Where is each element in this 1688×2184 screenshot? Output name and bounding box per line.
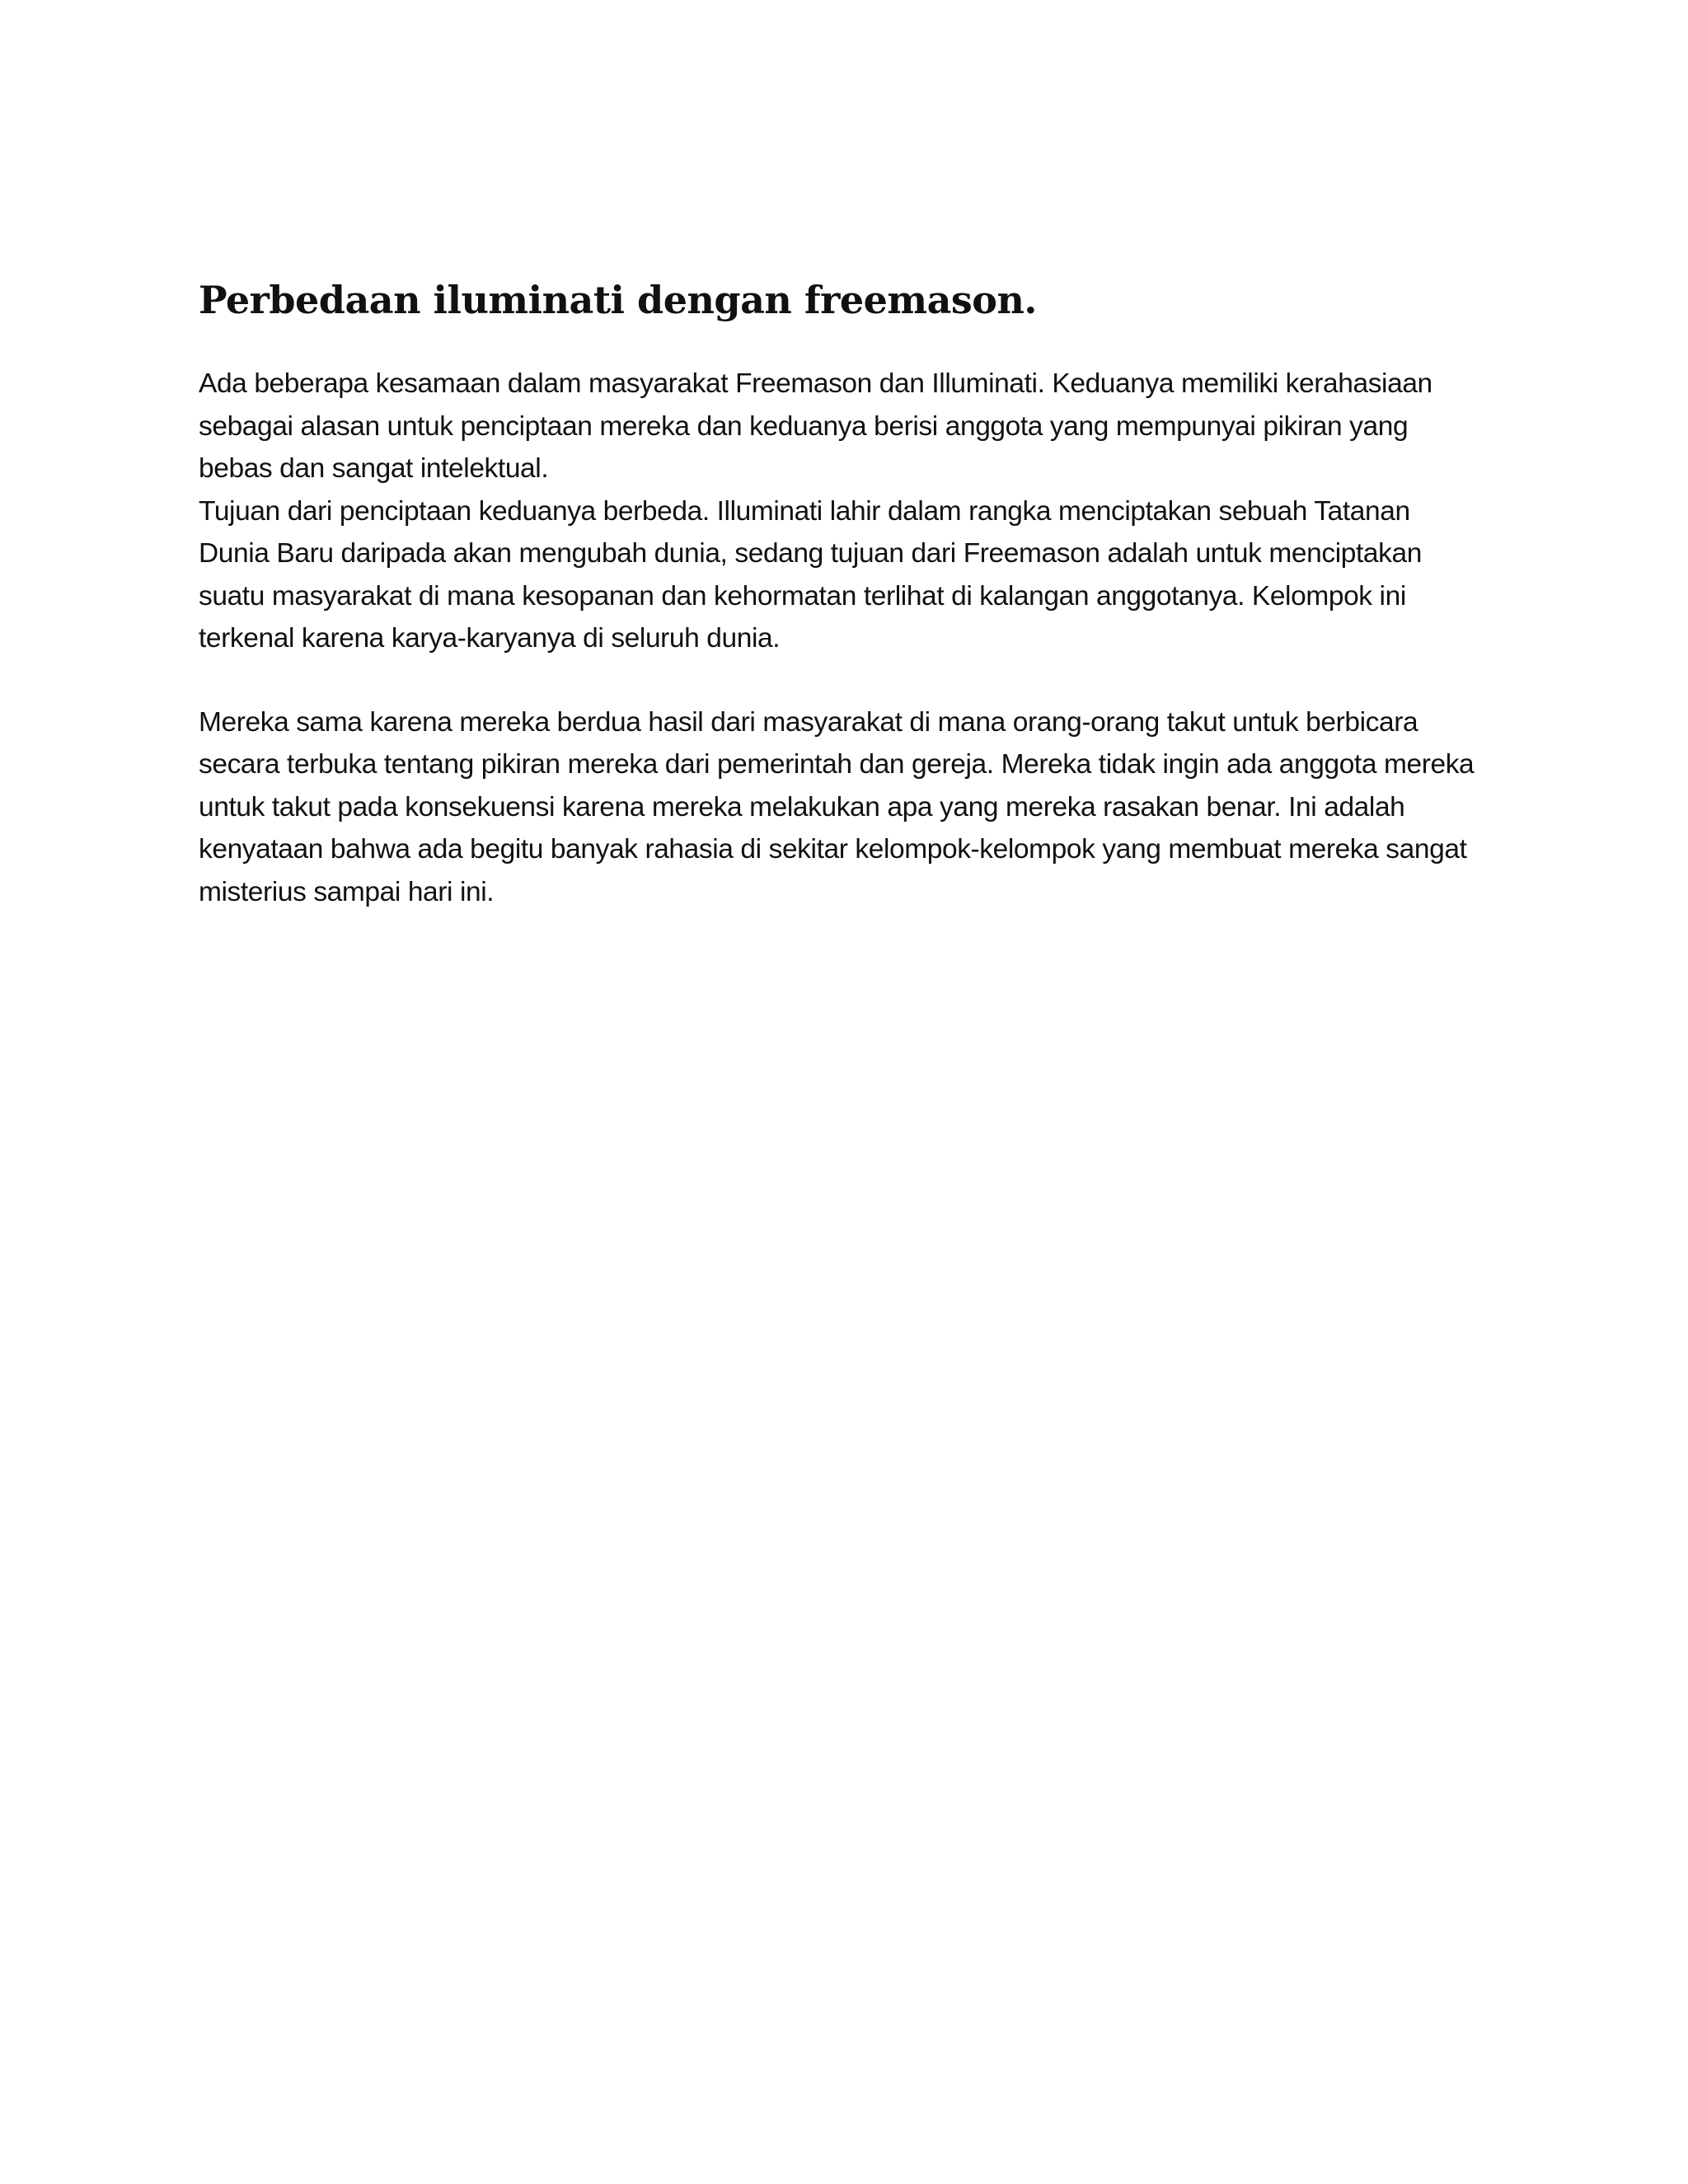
document-body [199,275,1484,913]
paragraph-secrecy: Mereka sama karena mereka berdua hasil dari masyarakat di mana orang-orang takut untuk berbicara secara terbuka tentang pikiran mereka dari pemerintah dan gereja. Mereka tidak ingin ada anggota mereka untuk takut pada konsekuensi karena mereka melakukan apa yang mereka rasakan benar. Ini adalah kenyataan bahwa ada begitu banyak rahasia di sekitar kelompok-kelompok yang membuat mereka sangat misterius sampai hari ini. [199,706,1475,907]
document-title: Perbedaan iluminati dengan freemason. [199,278,1037,322]
paragraph-purposes: Tujuan dari penciptaan keduanya berbeda. Illuminati lahir dalam rangka menciptakan sebuah Tatanan Dunia Baru daripada akan mengubah dunia, sedang tujuan dari Freemason adalah untuk menciptakan suatu masyarakat di mana kesopanan dan kehormatan terlihat di kalangan anggotanya. Kelompok ini terkenal karena karya-karyanya di seluruh dunia. [199,495,1422,654]
paragraph-similarities: Ada beberapa kesamaan dalam masyarakat Freemason dan Illuminati. Keduanya memiliki kerahasiaan sebagai alasan untuk penciptaan mereka dan keduanya berisi anggota yang mempunyai pikiran yang bebas dan sangat intelektual. [199,368,1432,484]
